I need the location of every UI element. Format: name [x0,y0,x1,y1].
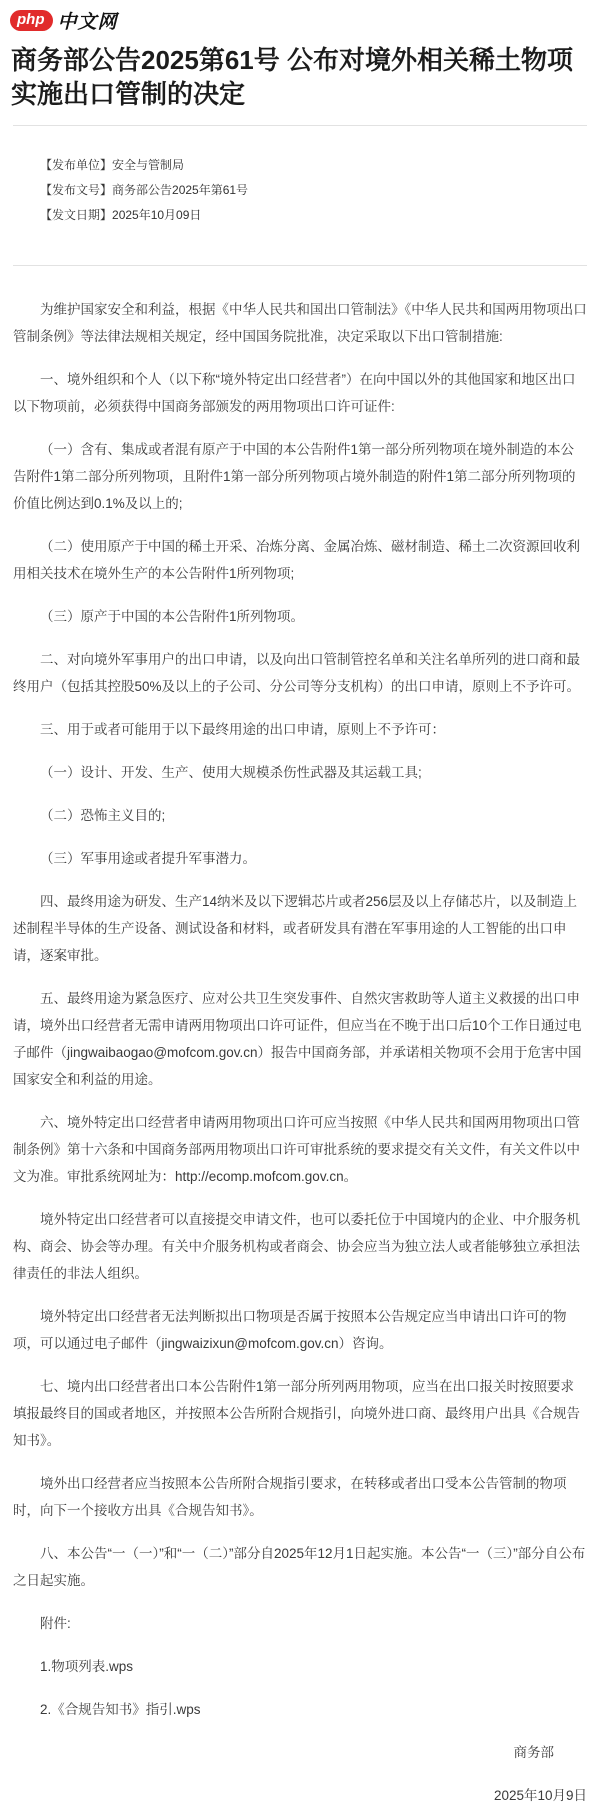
article-paragraph: 二、对向境外军事用户的出口申请，以及向出口管制管控名单和关注名单所列的进口商和最终用户（包括其控股50%及以上的子公司、分公司等分支机构）的出口申请，原则上不予许可。 [13,652,581,694]
meta-info-block [0,126,600,265]
article-paragraph: （三）原产于中国的本公告附件1所列物项。 [40,609,305,624]
article-body [0,266,600,1817]
article-paragraph: 四、最终用途为研发、生产14纳米及以下逻辑芯片或者256层及以上存储芯片，以及制造上述制程半导体的生产设备、测试设备和材料，或者研发具有潜在军事用途的人工智能的出口申请，逐案审批。 [13,894,578,963]
article-paragraph: （二）使用原产于中国的稀土开采、冶炼分离、金属冶炼、磁材制造、稀土二次资源回收利用相关技术在境外生产的本公告附件1所列物项; [13,539,580,581]
article-paragraph: （二）恐怖主义目的; [40,808,166,823]
article-paragraph: （一）设计、开发、生产、使用大规模杀伤性武器及其运载工具; [40,765,422,780]
article-paragraph: 七、境内出口经营者出口本公告附件1第一部分所列两用物项，应当在出口报关时按照要求填报最终目的国或者地区，并按照本公告所附合规指引，向境外进口商、最终用户出具《合规告知书》。 [13,1379,580,1448]
page-title: 商务部公告2025第61号 公布对境外相关稀土物项实施出口管制的决定 [11,45,573,109]
meta-issue-date [40,203,586,228]
article-paragraph: 五、最终用途为紧急医疗、应对公共卫生突发事件、自然灾害救助等人道主义救援的出口申请，境外出口经营者无需申请两用物项出口许可证件，但应当在不晚于出口后10个工作日通过电子邮件（jingwaibaogao@mofcom.gov.cn）报告中国商务部，并承诺相关物项不会用于危害中国国家安全和利益的用途。 [13,991,582,1087]
meta-publish-unit [40,153,586,178]
attachment-link[interactable]: 1.物项列表.wps [40,1659,134,1674]
article-paragraph: （三）军事用途或者提升军事潜力。 [40,851,256,866]
meta-value: 安全与管制局 [112,158,185,172]
attachment-link[interactable]: 2.《合规告知书》指引.wps [40,1702,201,1717]
article-paragraph: 境外特定出口经营者无法判断拟出口物项是否属于按照本公告规定应当申请出口许可的物项，可以通过电子邮件（jingwaizixun@mofcom.gov.cn）咨询。 [13,1309,567,1351]
meta-label: 【发布文号】 [40,183,113,197]
article-paragraph: 六、境外特定出口经营者申请两用物项出口许可应当按照《中华人民共和国两用物项出口管制条例》第十六条和中国商务部两用物项出口许可审批系统的要求提交有关文件，有关文件以中文为准。审批系统网址为：http://ecomp.mofcom.gov.cn。 [13,1115,580,1184]
meta-value: 商务部公告2025年第61号 [112,183,249,197]
article-paragraph: 一、境外组织和个人（以下称“境外特定出口经营者”）在向中国以外的其他国家和地区出口以下物项前，必须获得中国商务部颁发的两用物项出口许可证件: [13,372,576,414]
meta-document-number [40,178,586,203]
site-name: 中文网 [57,11,118,33]
article-paragraph: 三、用于或者可能用于以下最终用途的出口申请，原则上不予许可： [40,722,445,737]
article-paragraph: （一）含有、集成或者混有原产于中国的本公告附件1第一部分所列物项在境外制造的本公告附件1第二部分所列物项，且附件1第一部分所列物项占境外制造的附件1第二部分所列物项的价值比例达到0.1%及以上的; [13,442,576,511]
php-logo-icon: php [10,10,53,31]
meta-label: 【发文日期】 [40,208,113,222]
article-paragraph: 为维护国家安全和利益，根据《中华人民共和国出口管制法》《中华人民共和国两用物项出口管制条例》等法律法规相关规定，经中国国务院批准，决定采取以下出口管制措施: [13,302,587,344]
article-paragraph: 境外出口经营者应当按照本公告所附合规指引要求，在转移或者出口受本公告管制的物项时，向下一个接收方出具《合规告知书》。 [13,1476,567,1518]
article-paragraph: 八、本公告“一（一）”和“一（二）”部分自2025年12月1日起实施。本公告“一（三）”部分自公布之日起实施。 [13,1546,586,1588]
meta-value: 2025年10月09日 [112,208,202,222]
signature-org: 商务部 [513,1745,554,1760]
signature-date: 2025年10月9日 [493,1788,587,1803]
article-paragraph: 境外特定出口经营者可以直接提交申请文件，也可以委托位于中国境内的企业、中介服务机构、商会、协会等办理。有关中介服务机构或者商会、协会应当为独立法人或者能够独立承担法律责任的非法人组织。 [13,1212,580,1281]
meta-label: 【发布单位】 [40,158,113,172]
site-logo[interactable] [0,0,600,33]
attachments-label: 附件: [40,1616,71,1631]
